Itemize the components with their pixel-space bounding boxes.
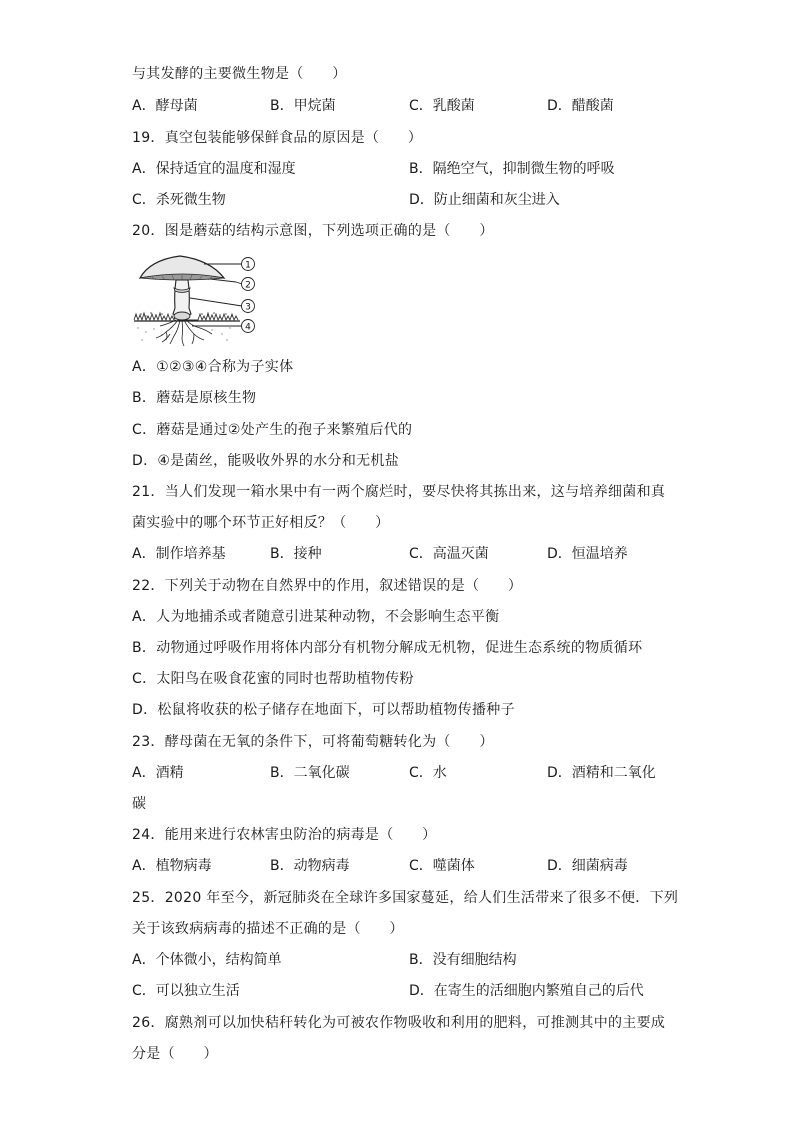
- q24-option-b: B．动物病毒: [270, 858, 350, 874]
- q22-option-d: D．松鼠将收获的松子储存在地面下，可以帮助植物传播种子: [132, 702, 515, 718]
- svg-text:2: 2: [245, 280, 251, 291]
- q20-stem: 20．图是蘑菇的结构示意图，下列选项正确的是（ ）: [132, 223, 494, 239]
- q22-stem: 22．下列关于动物在自然界中的作用，叙述错误的是（ ）: [132, 578, 523, 594]
- q26-stem-line1: 26．腐熟剂可以加快秸秆转化为可被农作物吸收和利用的肥料，可推测其中的主要成: [132, 1015, 666, 1031]
- q18-option-b: B．甲烷菌: [270, 98, 336, 114]
- q20-option-c: C．蘑菇是通过②处产生的孢子来繁殖后代的: [132, 422, 413, 438]
- mushroom-figure: [132, 250, 268, 348]
- q22-option-b: B．动物通过呼吸作用将体内部分有机物分解成无机物，促进生态系统的物质循环: [132, 640, 643, 656]
- q21-option-d: D．恒温培养: [547, 546, 628, 562]
- q24-option-d: D．细菌病毒: [547, 858, 628, 874]
- q26-stem-line2: 分是（ ）: [132, 1046, 218, 1062]
- svg-text:1: 1: [245, 260, 251, 271]
- q19-option-d: D．防止细菌和灰尘进入: [409, 192, 560, 208]
- q21-stem-line2: 菌实验中的哪个环节正好相反？（ ）: [132, 515, 390, 531]
- q23-option-a: A．酒精: [132, 765, 184, 781]
- q18-option-d: D．醋酸菌: [547, 98, 614, 114]
- q21-stem-line1: 21．当人们发现一箱水果中有一两个腐烂时，要尽快将其拣出来，这与培养细菌和真: [132, 484, 666, 500]
- q24-stem: 24．能用来进行农林害虫防治的病毒是（ ）: [132, 827, 437, 843]
- q25-option-b: B．没有细胞结构: [409, 952, 517, 968]
- q24-option-a: A．植物病毒: [132, 858, 212, 874]
- q18-option-c: C．乳酸菌: [409, 98, 475, 114]
- q21-option-b: B．接种: [270, 546, 322, 562]
- q23-option-d: D．酒精和二氧化: [547, 765, 656, 781]
- q25-option-d: D．在寄生的活细胞内繁殖自己的后代: [409, 983, 644, 999]
- svg-text:4: 4: [245, 322, 251, 333]
- q20-option-d: D．④是菌丝，能吸收外界的水分和无机盐: [132, 453, 400, 469]
- q19-option-a: A．保持适宜的温度和湿度: [132, 161, 296, 177]
- q23-option-b: B．二氧化碳: [270, 765, 350, 781]
- q25-option-c: C．可以独立生活: [132, 983, 240, 999]
- q24-option-c: C．噬菌体: [409, 858, 475, 874]
- q20-option-b: B．蘑菇是原核生物: [132, 390, 257, 406]
- q23-option-c: C．水: [409, 765, 447, 781]
- q20-option-a: A．①②③④合称为子实体: [132, 359, 294, 375]
- q25-option-a: A．个体微小，结构简单: [132, 952, 282, 968]
- q23-stem: 23．酵母菌在无氧的条件下，可将葡萄糖转化为（ ）: [132, 734, 494, 750]
- q19-stem: 19．真空包装能够保鲜食品的原因是（ ）: [132, 130, 423, 146]
- q22-option-c: C．太阳鸟在吸食花蜜的同时也帮助植物传粉: [132, 671, 414, 687]
- q22-option-a: A．人为地捕杀或者随意引进某种动物，不会影响生态平衡: [132, 609, 500, 625]
- q21-option-c: C．高温灭菌: [409, 546, 489, 562]
- q25-stem-line1: 25．2020 年至今，新冠肺炎在全球许多国家蔓延，给人们生活带来了很多不便．下列: [132, 890, 679, 906]
- q21-option-a: A．制作培养基: [132, 546, 226, 562]
- q18-stem-tail: 与其发酵的主要微生物是（ ）: [132, 66, 347, 82]
- q25-stem-line2: 关于该致病病毒的描述不正确的是（ ）: [132, 921, 404, 937]
- q19-option-c: C．杀死微生物: [132, 192, 226, 208]
- svg-text:3: 3: [245, 302, 251, 313]
- q18-option-a: A．酵母菌: [132, 98, 198, 114]
- q19-option-b: B．隔绝空气，抑制微生物的呼吸: [409, 161, 615, 177]
- q23-option-d-wrap: 碳: [132, 796, 147, 812]
